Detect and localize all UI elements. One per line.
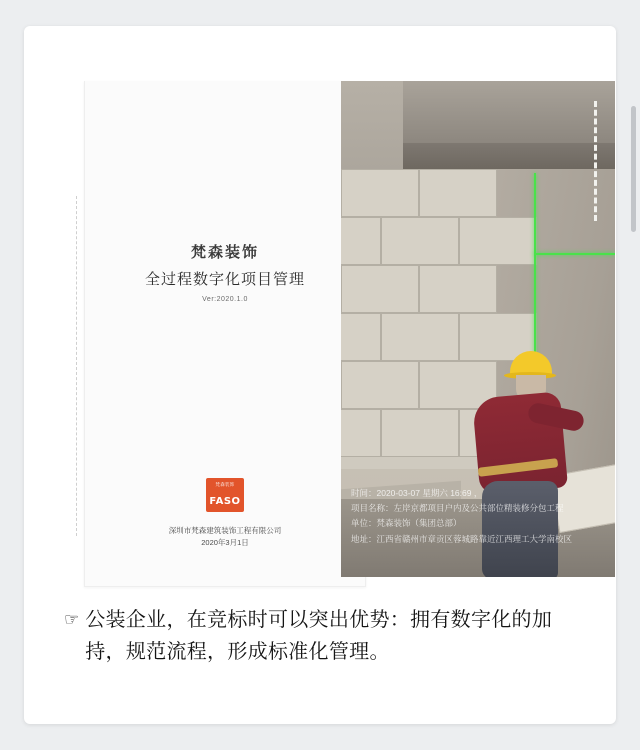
slide-canvas[interactable] bbox=[84, 81, 366, 587]
slide-version: Ver:2020.1.0 bbox=[202, 296, 248, 303]
pointing-hand-icon: ☞ bbox=[64, 610, 80, 629]
content-card bbox=[24, 26, 616, 724]
slide-date: 2020年3月1日 bbox=[201, 538, 249, 547]
caption-block bbox=[64, 604, 582, 669]
slide-title-block bbox=[85, 241, 365, 303]
logo-main-text: FASO bbox=[209, 496, 241, 508]
photo-overlay-caption bbox=[351, 486, 605, 547]
slide-company-name: 深圳市梵森建筑装饰工程有限公司 bbox=[168, 526, 282, 536]
laser-line-horizontal-icon bbox=[534, 253, 615, 255]
slide-inner bbox=[85, 81, 365, 586]
scrollbar-track[interactable] bbox=[632, 46, 638, 706]
logo-top-text: 梵森装饰 bbox=[215, 482, 235, 488]
faso-logo-icon bbox=[206, 478, 244, 512]
caption-text: 公装企业，在竞标时可以突出优势：拥有数字化的加持，规范流程，形成标准化管理。 bbox=[85, 609, 553, 664]
site-photo[interactable] bbox=[341, 81, 615, 577]
overlay-line-company: 单位：梵森装饰（集团总部） bbox=[351, 518, 462, 529]
overlay-line-time: 时间：2020-03-07 星期六 16:69 ， bbox=[351, 487, 483, 498]
slide-ruler-left bbox=[76, 196, 78, 536]
scrollbar-thumb[interactable] bbox=[631, 106, 636, 232]
photo-dashed-edge bbox=[594, 101, 597, 221]
slide-footer-block bbox=[85, 478, 365, 548]
overlay-line-project: 项目名称：左岸京都项目户内及公共部位精装修分包工程 bbox=[351, 503, 564, 514]
slide-brand: 梵森装饰 bbox=[190, 243, 259, 261]
slide-main-title: 全过程数字化项目管理 bbox=[144, 271, 305, 288]
overlay-line-address: 地址：江西省赣州市章贡区蓉城路靠近江西理工大学南校区 bbox=[351, 533, 573, 544]
